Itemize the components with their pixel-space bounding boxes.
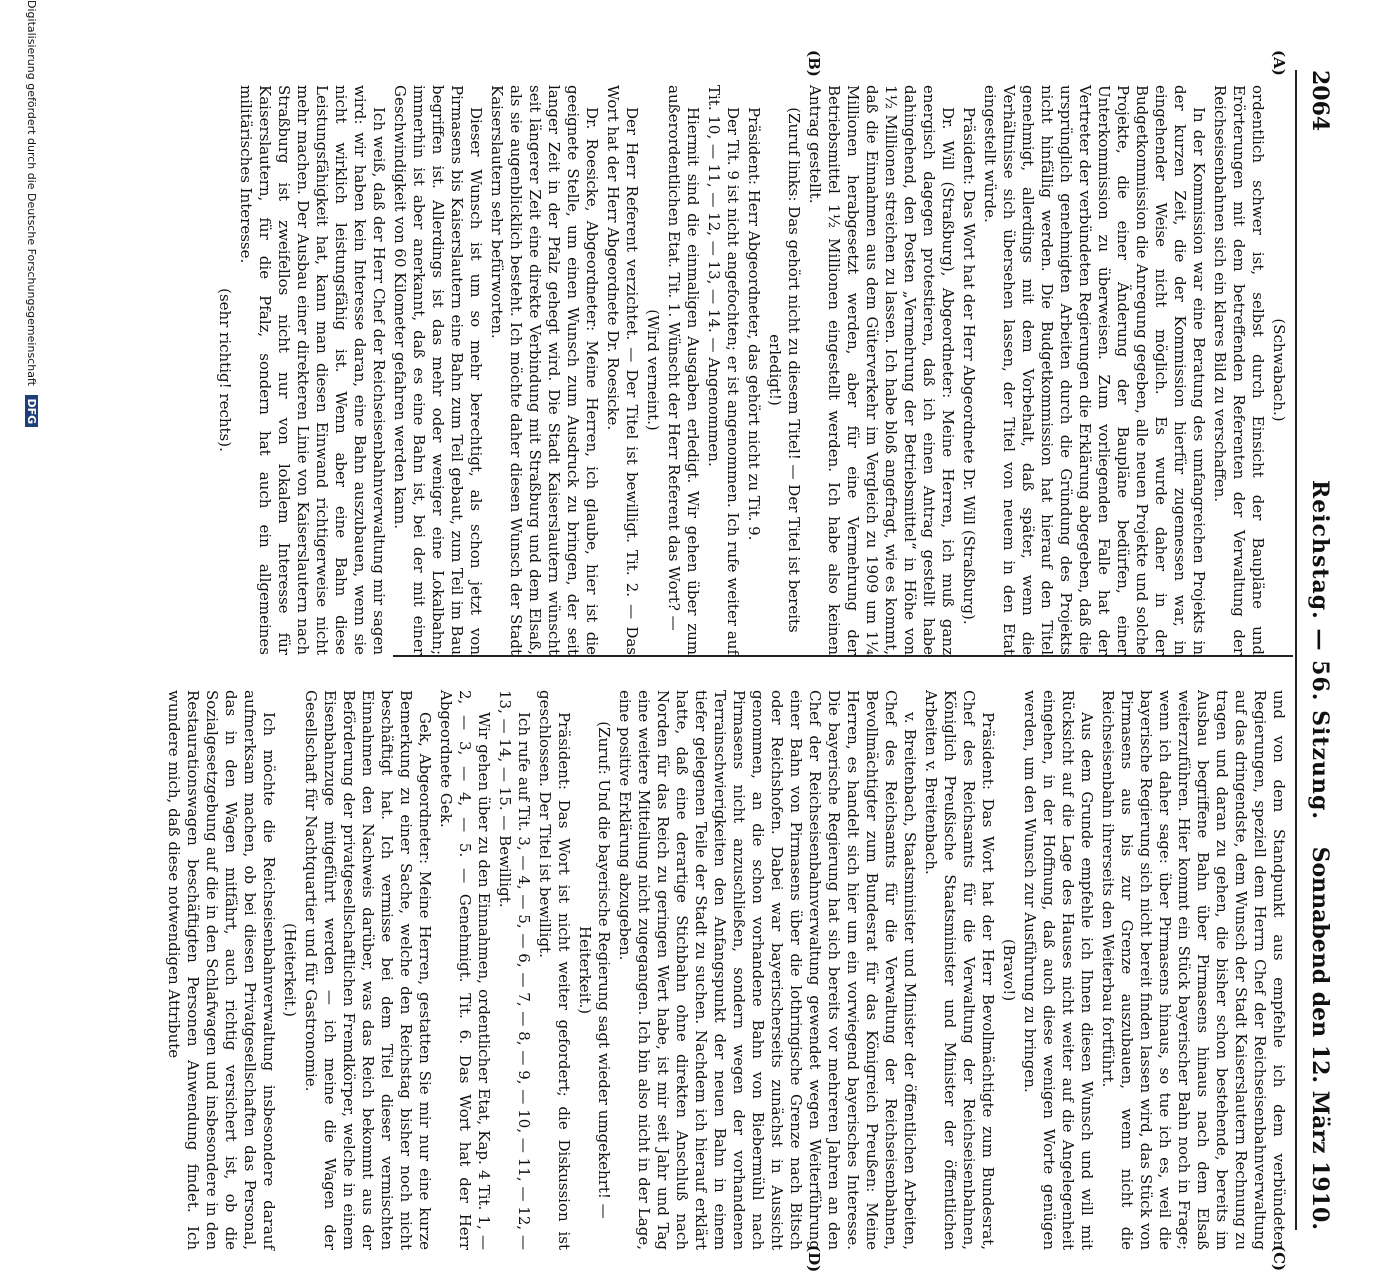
paragraph: Dieser Wunsch ist um so mehr berechtigt, als schon jetzt von Pirmasens bis Kaiserslautern eine Bahn zum Teil gebaut, zum Teil im Bau begriffen ist. Allerdings ist das mehr oder weniger eine Lokalbahn; immerhin ist aber anerkannt, daß es eine Bahn ist, bei der mit einer Geschwindigkeit von 60 Kilometer gefahren werden kann. [391, 85, 485, 655]
paragraph: (Heiterkeit.) [281, 922, 299, 1018]
paragraph: Ich möchte die Reichseisenbahnverwaltung insbesondere darauf aufmerksam machen, ob bei diesen Privatgesellschaften das Personal, das in den Wagen mitfährt, auch richtig versichert ist, ob die Sozialgesetzgebung auf die in den Schlafwagen und insbesondere in den Restaurationswagen beschäftigten Personen Anwendung findet. Ich wundere mich, daß diese notwendigen Attribute [165, 690, 278, 1250]
paragraph: (Zuruf links: Das gehört nicht zu diesem Titel! — Der Titel ist bereits erledigt!) [766, 107, 803, 633]
paragraph: (Wird verneint.) [644, 309, 662, 431]
margin-mark-d: (D) [805, 1245, 823, 1272]
paragraph: ordentlich schwer ist, selbst durch Einsicht der Baupläne und Erörterungen mit dem betreffenden Referenten der Verwaltung der Reichseisenbahnen sich ein klares Bild zu verschaffen. [1211, 85, 1267, 655]
paragraph: Präsident: Herr Abgeordneter, das gehört nicht zu Tit. 9. [745, 107, 763, 541]
dfg-logo: DFG [25, 395, 38, 427]
paragraph: Aus dem Grunde empfehle ich Ihnen diesen Wunsch und will mit Rücksicht auf die Lage des Hauses nicht weiter auf die Angelegenheit eingehen, in der Hoffnung, daß auch diese wenigen Worte genügen werden, um den Wunsch zur Ausführung zu bringen. [1021, 690, 1096, 1250]
paragraph: Dr. Will (Straßburg), Abgeordneter: Meine Herren, ich muß ganz energisch dagegen protestieren, daß ich einen Antrag gestellt habe dahingehend, den Posten „Vermehrung der Betriebsmittel“ in Höhe von 1½ Millionen streichen zu lassen. Ich habe bloß angefragt, wie es kommt, daß die Einnahmen aus dem Güterverkehr im Vergleich zu 1909 um 1¼ Millionen herabgesetzt werden, aber für eine Vermehrung der Betriebsmittel 1½ Millionen eingestellt werden. Ich habe also keinen Antrag gestellt. [806, 85, 957, 655]
paragraph: In der Kommission war eine Beratung des umfangreichen Projekts in der kurzen Zeit, die der Kommission hierfür zugemessen war, in eingehender Weise nicht möglich. Es wurde daher in der Budgetkommission die Anregung gegeben, alle neuen Projekte und solche Projekte, die einer Änderung der Baupläne bedürfen, einer Unterkommission zu überweisen. Zum vorliegenden Falle hat der Vertreter der verbündeten Regierungen die Erklärung abgegeben, daß die ursprünglich genehmigten Arbeiten durch die Gründung des Projekts nicht hinfällig werden. Die Budgetkommission hat hierauf den Titel genehmigt, allerdings mit dem Vorbehalt, daß später, wenn die Verhältnisse sich übersehen lassen, der Titel von neuem in den Etat eingestellt würde. [981, 85, 1208, 655]
paragraph: Der Tit. 9 ist nicht angefochten; er ist angenommen. Ich rufe weiter auf Tit. 10, — 11, — 12, — 13, — 14. — Angenommen. [705, 85, 742, 655]
paragraph: Ich rufe auf Tit. 3, — 4, — 5, — 6, — 7, — 8, — 9, — 10, — 11, — 12, — 13, — 14, — 15. — Bewilligt. [496, 690, 533, 1250]
paragraph: (sehr richtig! rechts). [216, 288, 234, 452]
footer [25, 0, 38, 1000]
column-divider [393, 655, 1293, 657]
paragraph: Präsident: Das Wort ist nicht weiter gefordert; die Diskussion ist geschlossen. Der Titel ist bewilligt. [536, 690, 573, 1250]
paragraph: (Zuruf: Und die bayerische Regierung sagt wieder umgekehrt! — Heiterkeit.) [576, 721, 613, 1219]
paragraph: Präsident: Das Wort hat der Herr Abgeordnete Dr. Will (Straßburg). [960, 107, 978, 625]
running-title: Reichstag. — 56. Sitzung. [1307, 479, 1333, 821]
paragraph: Ich weiß, daß der Herr Chef der Reichseisenbahnverwaltung mir sagen wird: wir haben kein Interesse daran, eine Bahn auszubauen, wenn sie nicht wirklich leistungsfähig ist. Wenn aber eine Bahn diese Leistungsfähigkeit hat, kann man diesen Einwand richtigerweise nicht mehr machen. Der Ausbau einer direkteren Linie von Kaiserslautern nach Straßburg ist zweifellos nicht nur von lokalem Interesse für Kaiserslautern, für die Pfalz, sondern hat auch ein allgemeines militärisches Interesse. [237, 85, 388, 655]
right-column [162, 690, 1288, 1250]
paragraph: Wir gehen über zu den Einnahmen, ordentlicher Etat, Kap. 4 Tit. 1, — 2, — 3, — 4, — 5. — Genehmigt. Tit. 6. Das Wort hat der Herr Abgeordnete Gek. [437, 690, 493, 1250]
paragraph: Hiermit sind die einmaligen Ausgaben erledigt. Wir gehen über zum außerordentlichen Etat. Tit. 1. Wünscht der Herr Referent das Wort? — [665, 85, 702, 655]
paragraph: v. Breitenbach, Staatsminister und Minister der öffentlichen Arbeiten, Chef des Reichsamts für die Verwaltung der Reichseisenbahnen, Bevollmächtigter zum Bundesrat für das Königreich Preußen: Meine Herren, es handelt sich hier um ein vorwiegend bayerisches Interesse. Die bayerische Regierung hat sich bereits vor mehreren Jahren an den Chef der Reichseisenbahnverwaltung gewendet wegen Weiterführung einer Bahn von Pirmasens über die lothringische Grenze nach Bitsch oder Reichshofen. Dabei war bayerischerseits zunächst in Aussicht genommen, an die schon vorhandene Bahn von Biebermühl nach Pirmasens nicht anzuschließen, sondern wegen der vorhandenen Terrainschwierigkeiten den Anfangspunkt der neuen Bahn in einem tiefer gelegenen Teile der Stadt zu suchen. Nachdem ich hierauf erklärt hatte, daß eine derartige Stichbahn ohne direkten Anschluß nach Norden für das Reich zu geringen Wert habe, ist mir seit Jahr und Tag eine weitere Mitteilung nicht zugegangen. Ich bin also nicht in der Lage, eine positive Erklärung abzugeben. [616, 690, 919, 1250]
margin-mark-b: (B) [805, 50, 823, 77]
paragraph: Präsident: Das Wort hat der Herr Bevollmächtigte zum Bundesrat, Chef des Reichsamts für die Verwaltung der Reichseisenbahnen, Königlich Preußische Staatsminister und Minister der öffentlichen Arbeiten v. Breitenbach. [922, 690, 997, 1250]
paragraph: Gek, Abgeordneter: Meine Herren, gestatten Sie mir nur eine kurze Bemerkung zu einer Sache, welche den Reichstag bisher noch nicht beschäftigt hat. Ich vermisse bei dem Titel dieser vermischten Einnahmen den Nachweis darüber, was das Reich bekommt aus der Beförderung der privatgesellschaftlichen Fremdkörper, welche in einem Eisenbahnzuge mitgeführt werden — ich meine die Wagen der Gesellschaft für Nachtquartier und für Gastronomie. [302, 690, 434, 1250]
margin-mark-a: (A) [1270, 50, 1288, 76]
paragraph: Dr. Roesicke, Abgeordneter: Meine Herren, ich glaube, hier ist die geeignete Stelle, um einen Wunsch zum Ausdruck zu bringen, der seit langer Zeit in der Pfalz gehegt wird. Die Stadt Kaiserslautern wünscht seit längerer Zeit eine direkte Verbindung mit Straßburg und dem Elsaß, als sie augenblicklich besteht. Ich möchte daher diesen Wunsch der Stadt Kaiserslautern sehr befürworten. [488, 85, 601, 655]
header-rule [1295, 70, 1297, 1230]
left-column [213, 85, 1288, 655]
paragraph: (Bravo!) [1000, 938, 1018, 1002]
margin-mark-c: (C) [1270, 1245, 1288, 1272]
page-header [1293, 70, 1333, 1230]
paragraph: und von dem Standpunkt aus empfehle ich dem verbündeten Regierungen, speziell dem Herrn Chef der Reichseisenbahnverwaltung auf das dringendste, dem Wunsch der Stadt Kaiserslautern Rechnung zu tragen und daran zu gehen, die bisher schon bestehende, bereits im Ausbau begriffene Bahn über Pirmasens hinaus nach dem Elsaß weiterzuführen. Hier kommt ein Stück bayerischer Bahn noch in Frage; wenn ich daher sage: über Pirmasens hinaus, so tue ich es, weil die bayerische Regierung sich nicht bereit finden lassen wird, das Stück von Pirmasens aus bis zur Grenze auszubauen, wenn nicht die Reichseisenbahn ihrerseits den Weiterbau fortführt. [1099, 690, 1288, 1250]
page-number: 2064 [1307, 70, 1333, 132]
footer-credit: Digitalisierung gefördert durch die Deutsche Forschungsgemeinschaft [25, 0, 38, 386]
paragraph: Der Herr Referent verzichtet. — Der Titel ist bewilligt. Tit. 2. — Das Wort hat der Herr Abgeordnete Dr. Roesicke. [604, 85, 641, 655]
session-date: Sonnabend den 12. März 1910. [1307, 846, 1333, 1230]
paragraph: (Schwabach.) [1270, 318, 1288, 422]
